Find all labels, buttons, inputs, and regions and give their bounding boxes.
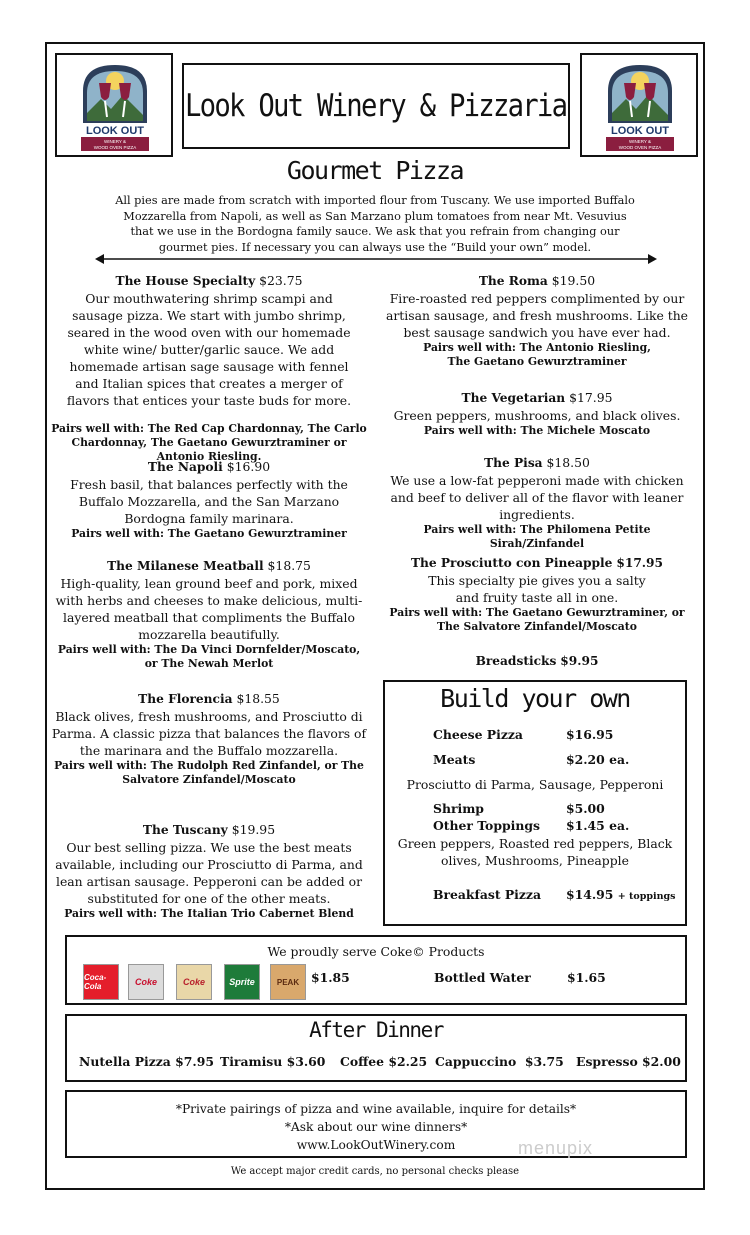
winery-logo-icon [602,61,678,153]
svg-text:WOOD OVEN PIZZA: WOOD OVEN PIZZA [93,145,137,150]
coca-cola-can-icon: Coca-Cola [83,964,119,1000]
byo-label: Meats [433,752,476,767]
item-pairing: Pairs well with: The Italian Trio Cabernet Blend [64,907,354,920]
svg-text:WINERY &: WINERY & [103,139,127,144]
winery-logo-icon [77,61,153,153]
drinks-box [65,935,687,1005]
item-description: This specialty pie gives you a salty and fruity taste all in one. [428,573,646,605]
bottled-water-price: $1.65 [567,970,606,985]
gourmet-intro: All pies are made from scratch with imported flour from Tuscany. We use imported Buffalo Mozzarella from Napoli, as well as San Marzano plum tomatoes from near Mt. Vesuvius that we use in the Bordogna family sauce. We ask that you refrain from changing our gourmet pies. If necessary you can always use the “Build your own” model. [115,194,635,254]
item-price: $19.95 [231,822,276,837]
svg-text:LOOK OUT: LOOK OUT [85,125,145,137]
item-name: The Roma [478,274,548,288]
menu-item-prosciutto-pineapple [378,554,696,634]
menu-item-florencia [50,690,368,787]
item-price: $19.50 [551,273,596,288]
item-name: Breadsticks [475,654,557,668]
item-pairing: Pairs well with: The Antonio Riesling, The Gaetano Gewurztraminer [423,341,651,368]
website-link[interactable]: www.LookOutWinery.com [296,1138,456,1152]
after-dinner-title: After Dinner [309,1018,443,1042]
private-pairings-note: *Private pairings of pizza and wine available, inquire for details* [175,1102,577,1116]
item-description: Our mouthwatering shrimp scampi and sausage pizza. We start with jumbo shrimp, seared in the wood oven with our homemade white wine/ butter/garlic sauce. We add homemade artisan sage sausage with fennel and Italian spices that creates a merger of flavors that entices your taste buds for more. [66,291,352,408]
item-name: The Pisa [484,456,543,470]
item-pairing: Pairs well with: The Red Cap Chardonnay, The Carlo Chardonnay, The Gaetano Gewurztraminer or Antonio Riesling. [51,422,367,463]
bottled-water-label: Bottled Water [434,970,531,985]
item-price: $9.95 [560,654,599,668]
build-your-own-box [383,680,687,926]
item-name: The House Specialty [115,274,256,288]
dessert-espresso: Espresso $2.00 [576,1054,681,1069]
watermark: menupix [518,1138,594,1158]
item-description: Our best selling pizza. We use the best meats available, including our Prosciutto di Parma, and lean artisan sausage. Pepperoni can be added or substituted for one of the other meats. [55,840,363,906]
item-name: The Prosciutto con Pineapple [410,556,613,570]
item-name: The Florencia [138,692,233,706]
item-name: The Milanese Meatball [107,559,264,573]
svg-text:WOOD OVEN PIZZA: WOOD OVEN PIZZA [618,145,662,150]
byo-price: $14.95 + toppings [566,887,676,902]
restaurant-name: Look Out Winery & Pizzaria [185,88,567,124]
svg-text:WINERY &: WINERY & [628,139,652,144]
soda-price: $1.85 [311,970,350,985]
byo-label: Other Toppings [433,818,540,833]
item-price: $17.95 [616,556,664,570]
diet-coke-can-icon: Coke [128,964,164,1000]
dessert-nutella-pizza: Nutella Pizza $7.95 [79,1054,214,1069]
byo-price: $1.45 ea. [566,818,630,833]
item-name: The Vegetarian [461,391,566,405]
svg-text:LOOK OUT: LOOK OUT [610,125,670,137]
gourmet-pizza-title: Gourmet Pizza [286,156,464,185]
menu-item-vegetarian [378,389,696,438]
logo-left [55,53,173,157]
item-pairing: Pairs well with: The Gaetano Gewurztraminer, or The Salvatore Zinfandel/Moscato [389,606,685,633]
item-price: $18.75 [267,558,311,573]
item-price: $16.90 [226,459,271,474]
dessert-cappuccino: Cappuccino $3.75 [435,1054,564,1069]
byo-label: Cheese Pizza [433,727,523,742]
byo-price: $16.95 [566,727,614,742]
item-pairing: Pairs well with: The Rudolph Red Zinfandel, or The Salvatore Zinfandel/Moscato [54,759,364,786]
item-name: The Tuscany [142,823,228,837]
peak-tea-icon: PEAK [270,964,306,1000]
item-description: Fire-roasted red peppers complimented by our artisan sausage, and fresh mushrooms. Like the best sausage sandwich you have ever had. [385,291,689,340]
item-description: Green peppers, mushrooms, and black olives. [393,408,681,423]
drinks-headline: We proudly serve Coke© Products [267,944,485,959]
item-description: Black olives, fresh mushrooms, and Prosciutto di Parma. A classic pizza that balances the flavors of the marinara and the Buffalo mozzarella. [51,709,367,758]
item-description: We use a low-fat pepperoni made with chicken and beef to deliver all of the flavor with leaner ingredients. [390,473,684,522]
item-pairing: Pairs well with: The Da Vinci Dornfelder/Moscato, or The Newah Merlot [57,643,361,670]
restaurant-title-box [182,63,570,149]
byo-toppings-list: Green peppers, Roasted red peppers, Black olives, Mushrooms, Pineapple [397,836,673,868]
byo-breakfast-note: + toppings [617,891,676,902]
item-price: $18.55 [236,691,280,706]
pizza-column-left [50,272,368,922]
menu-item-tuscany [50,821,368,921]
double-arrow-divider [95,253,657,265]
notes-box [65,1090,687,1158]
item-pairing: Pairs well with: The Philomena Petite Sirah/Zinfandel [423,523,651,550]
wine-dinners-note: *Ask about our wine dinners* [284,1120,468,1134]
menu-item-napoli [50,458,368,541]
after-dinner-box [65,1014,687,1082]
logo-right [580,53,698,157]
byo-price: $5.00 [566,801,605,816]
dessert-tiramisu: Tiramisu $3.60 [220,1054,326,1069]
byo-label: Shrimp [433,801,484,816]
payment-footer: We accept major credit cards, no personal checks please [230,1166,520,1177]
build-your-own-title: Build your own [440,684,630,713]
item-description: Fresh basil, that balances perfectly with the Buffalo Mozzarella, and the San Marzano Bordogna family marinara. [70,477,348,526]
byo-meats-list: Prosciutto di Parma, Sausage, Pepperoni [406,777,664,792]
pizza-column-right [378,272,696,672]
byo-price: $2.20 ea. [566,752,630,767]
item-price: $18.50 [546,455,590,470]
item-price: $23.75 [259,273,303,288]
item-pairing: Pairs well with: The Michele Moscato [423,424,651,437]
sprite-can-icon: Sprite [224,964,260,1000]
item-name: The Napoli [147,460,223,474]
item-pairing: Pairs well with: The Gaetano Gewurztraminer [71,527,347,540]
menu-item-house-specialty [50,272,368,464]
menu-item-pisa [378,454,696,551]
item-price: $17.95 [569,390,613,405]
menu-item-milanese-meatball [50,557,368,671]
item-description: High-quality, lean ground beef and pork, mixed with herbs and cheeses to make delicious, multi-layered meatball that compliments the Buffalo mozzarella beautifully. [55,576,363,642]
menu-item-breadsticks [378,652,696,670]
byo-label: Breakfast Pizza [433,887,541,902]
dessert-coffee: Coffee $2.25 [340,1054,428,1069]
menu-item-roma [378,272,696,369]
caffeine-free-coke-can-icon: Coke [176,964,212,1000]
